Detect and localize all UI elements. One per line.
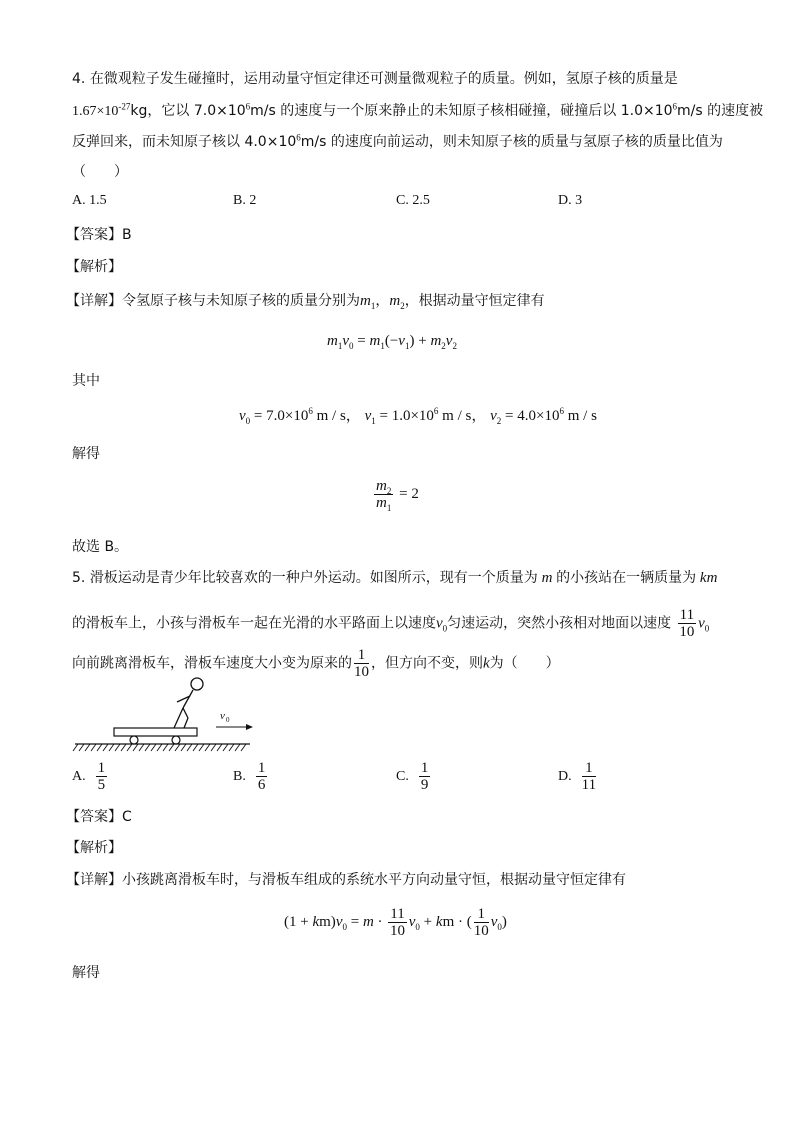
q4-equation-momentum: $m_1v_0 = m_1(-v_1) + m_2v_2$ [327,333,457,351]
q5-option-c: C. $\frac{1}{9}$ [396,760,429,793]
q4-detail: 【详解】令氢原子核与未知原子核的质量分别为$m_1$，$m_2$，根据动量守恒定律有 [66,293,545,311]
q4-equation-values: $v_0 = 7.0\times 10^6$ m / s， $v_1 = 1.0\times 10^6$ m / s， $v_2 = 4.0\times 10^6$ m / s [239,406,597,426]
wheel-left [130,736,138,744]
q5-answer: 【答案】C [66,809,132,825]
q4-line3: 反弹回来，而未知原子核以 $4.0\times 10^6m/s$ 的速度向前运动，则未知原子核的质量与氢原子核的质量比值为 [72,132,723,150]
q4-equation-ratio: $\frac{m_2}{m_1}$ = 2 [376,478,419,513]
skateboard-deck [114,728,197,736]
q4-where: 其中 [72,373,100,389]
q5-detail: 【详解】小孩跳离滑板车时，与滑板车组成的系统水平方向动量守恒，根据动量守恒定律有 [66,872,626,888]
q5-option-a: A. $\frac{1}{5}$ [72,760,106,793]
skateboard-figure [72,672,262,760]
velocity-label: v [220,710,225,722]
q5-solve: 解得 [72,965,100,981]
wheel-right [172,736,180,744]
q4-conclusion: 故选 B。 [72,539,129,555]
q5-option-b: B. $\frac{1}{6}$ [233,760,266,793]
q5-line3: 向前跳离滑板车，滑板车速度大小变为原来的 $\frac{1}{10}$ ，但方向不变，则k为（ ） [72,647,560,680]
q4-answer: 【答案】B [66,227,132,243]
q5-option-d: D. $\frac{1}{11}$ [558,760,597,793]
q5-line1: 5. 滑板运动是青少年比较喜欢的一种户外运动。如图所示，现有一个质量为 m 的小孩站在一辆质量为 km [72,570,718,586]
q4-option-a: A. 1.5 [72,193,107,208]
q5-line2: 的滑板车上，小孩与滑板车一起在光滑的水平路面上以速度$v_0$匀速运动，突然小孩相对地面以速度 $\frac{11}{10}$ $v_0$ [72,607,710,640]
q4-option-d: D. 3 [558,193,583,208]
q5-analysis-tag: 【解析】 [66,840,122,856]
q4-option-c: C. 2.5 [396,193,430,208]
ground-hatch [73,744,246,751]
q4-line1: 4. 在微观粒子发生碰撞时，运用动量守恒定律还可测量微观粒子的质量。例如，氢原子核的质量是 [72,71,678,87]
q4-solve: 解得 [72,446,100,462]
velocity-arrowhead [246,724,253,730]
velocity-subscript: 0 [226,716,230,724]
q4-analysis-tag: 【解析】 [66,259,122,275]
child-figure [174,678,203,728]
q4-paren: （ ） [72,164,128,180]
q5-equation-momentum: $(1 + km)v_0 = m$ · $\frac{11}{10}$ $v_0$ + km · ( $\frac{1}{10}$ $v_0$) [284,906,507,939]
q4-line2: $1.67\times 10^{-27}kg$，它以 $7.0\times 10^6m/s$ 的速度与一个原来静止的未知原子核相碰撞，碰撞后以 $1.0\times 10^6m/s$ 的速度被 [72,101,764,119]
q4-option-b: B. 2 [233,193,257,208]
